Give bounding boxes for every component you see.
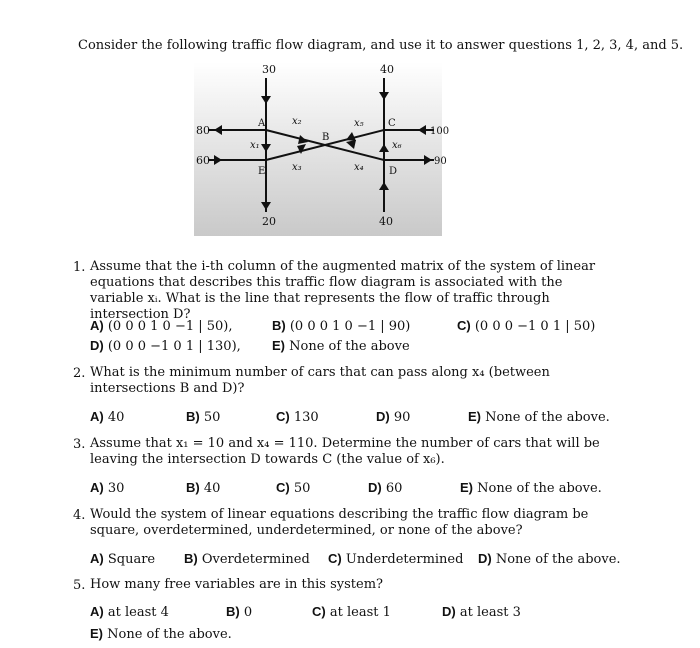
node-d: D xyxy=(389,166,398,177)
q5-text: How many free variables are in this system? xyxy=(90,577,384,592)
q3-option-b: B) 40 xyxy=(186,480,221,496)
q2-option-b: B) 50 xyxy=(186,409,221,425)
q5-option-c: C) at least 1 xyxy=(312,604,391,620)
flow-bottom-right: 40 xyxy=(379,215,393,228)
var-x3: x₃ xyxy=(292,162,302,173)
q3-option-a: A) 30 xyxy=(90,480,125,496)
var-x2: x₂ xyxy=(292,116,302,127)
q5-option-e: E) None of the above. xyxy=(90,626,232,642)
q3-number: 3. xyxy=(73,437,86,452)
q3-option-e: E) None of the above. xyxy=(460,480,602,496)
q2-option-d: D) 90 xyxy=(376,409,411,425)
flow-top-left: 30 xyxy=(262,63,276,76)
q4-option-b: B) Overdetermined xyxy=(184,551,310,567)
flow-right-lower: 90 xyxy=(434,156,447,167)
q1-option-a: A) (0 0 0 1 0 −1 | 50), xyxy=(90,318,233,334)
q2-text: What is the minimum number of cars that can pass along x₄ (between intersections B and D)? xyxy=(90,365,550,396)
q1-option-e: E) None of the above xyxy=(272,338,410,354)
q2-option-e: E) None of the above. xyxy=(468,409,610,425)
q1-option-c: C) (0 0 0 −1 0 1 | 50) xyxy=(457,318,596,334)
q5-number: 5. xyxy=(73,578,86,593)
flow-left-lower: 60 xyxy=(196,154,210,167)
var-x4: x₄ xyxy=(354,162,364,173)
q1-text: Assume that the i-th column of the augmented matrix of the system of linear equations that describes this traffic flow diagram is associated with the variable xᵢ. What is the line that represents the flow of traffic through intersection D? xyxy=(90,259,596,322)
flow-top-right: 40 xyxy=(380,63,394,76)
q3-text: Assume that x₁ = 10 and x₄ = 110. Determine the number of cars that will be leaving the intersection D towards C (the value of x₆). xyxy=(90,436,600,467)
q4-number: 4. xyxy=(73,508,86,523)
q3-option-d: D) 60 xyxy=(368,480,403,496)
q2-option-a: A) 40 xyxy=(90,409,125,425)
q1-number: 1. xyxy=(73,260,86,275)
traffic-flow-diagram xyxy=(194,62,450,236)
q3-option-c: C) 50 xyxy=(276,480,311,496)
q2-option-c: C) 130 xyxy=(276,409,319,425)
q4-text: Would the system of linear equations describing the traffic flow diagram be square, overdetermined, underdetermined, or none of the above? xyxy=(90,507,589,538)
node-e: E xyxy=(258,166,266,177)
q5-option-b: B) 0 xyxy=(226,604,253,620)
q2-number: 2. xyxy=(73,366,86,381)
q4-option-d: D) None of the above. xyxy=(478,551,621,567)
q1-option-d: D) (0 0 0 −1 0 1 | 130), xyxy=(90,338,241,354)
flow-left-upper: 80 xyxy=(196,124,210,137)
flow-right-upper: 100 xyxy=(430,126,450,137)
flow-bottom-left: 20 xyxy=(262,215,276,228)
q5-option-d: D) at least 3 xyxy=(442,604,521,620)
var-x5: x₅ xyxy=(354,118,364,129)
var-x6: x₆ xyxy=(392,140,402,151)
var-x1: x₁ xyxy=(250,140,260,151)
node-b: B xyxy=(322,132,330,143)
q1-option-b: B) (0 0 0 1 0 −1 | 90) xyxy=(272,318,411,334)
q4-option-c: C) Underdetermined xyxy=(328,551,464,567)
q5-option-a: A) at least 4 xyxy=(90,604,169,620)
diagram-background xyxy=(194,62,442,236)
q4-option-a: A) Square xyxy=(90,551,156,567)
node-c: C xyxy=(388,118,396,129)
node-a: A xyxy=(258,118,266,129)
intro-text: Consider the following traffic flow diagram, and use it to answer questions 1, 2, 3, 4, and 5. xyxy=(78,38,684,53)
